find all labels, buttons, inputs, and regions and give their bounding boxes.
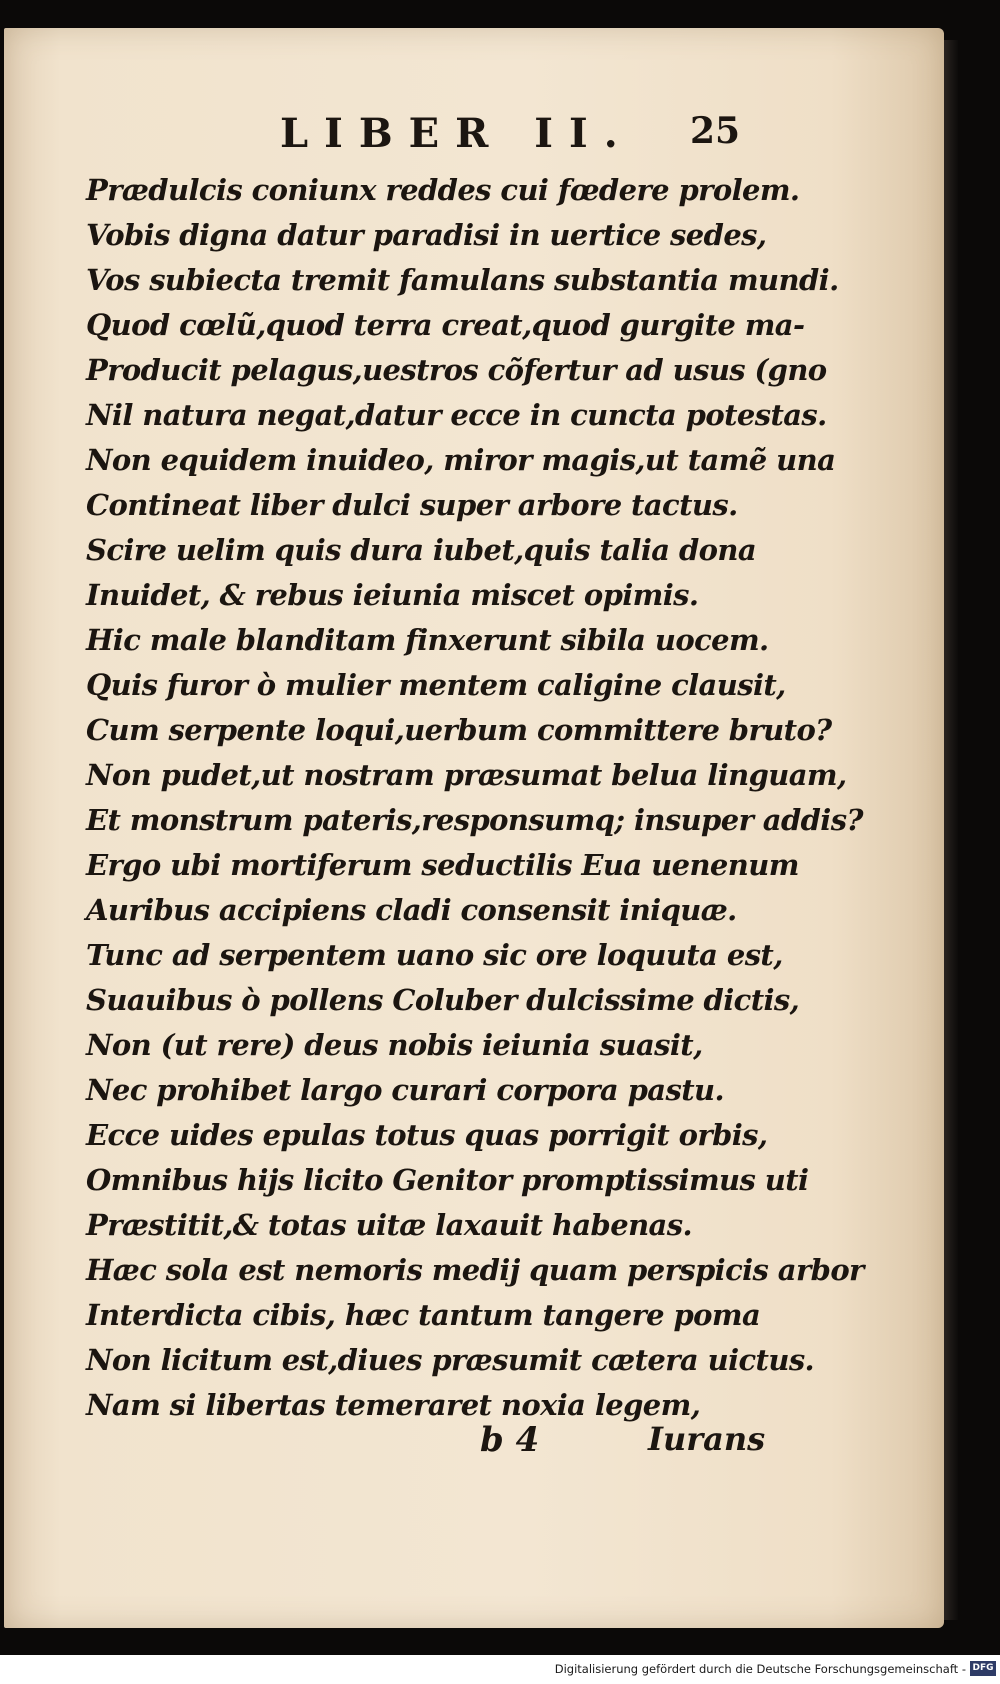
footer-bar xyxy=(0,1655,1000,1684)
verse-line: Non (ut rere) deus nobis ieiunia suasit, xyxy=(86,1028,703,1062)
verse-line: Ecce uides epulas totus quas porrigit orbis, xyxy=(86,1118,768,1152)
verse-line: Cum serpente loqui,uerbum committere bruto? xyxy=(86,713,832,747)
verse-block xyxy=(86,168,864,1428)
verse-line: Nam si libertas temeraret noxia legem, xyxy=(86,1388,701,1422)
verse-line: Interdicta cibis, hæc tantum tangere poma xyxy=(86,1298,761,1332)
verse-line: Non equidem inuideo, miror magis,ut tamẽ una xyxy=(86,443,836,477)
verse-line: Vos subiecta tremit famulans substantia mundi. xyxy=(86,263,839,297)
verse-line: Hic male blanditam finxerunt sibila uocem. xyxy=(86,623,769,657)
page-number: 25 xyxy=(690,110,741,152)
verse-line: Præstitit,& totas uitæ laxauit habenas. xyxy=(86,1208,692,1242)
verse-line: Nec prohibet largo curari corpora pastu. xyxy=(86,1073,724,1107)
verse-line: Et monstrum pateris,responsumq; insuper addis? xyxy=(86,803,863,837)
verse-line: Suauibus ò pollens Coluber dulcissime dictis, xyxy=(86,983,800,1017)
verse-line: Quod cœlũ,quod terra creat,quod gurgite ma- xyxy=(86,308,805,342)
verse-line: Contineat liber dulci super arbore tactus. xyxy=(86,488,738,522)
verse-line: Producit pelagus,uestros cõfertur ad usus (gno xyxy=(86,353,827,387)
verse-line: Nil natura negat,datur ecce in cuncta potestas. xyxy=(86,398,827,432)
verse-line: Inuidet, & rebus ieiunia miscet opimis. xyxy=(86,578,699,612)
verse-line: Non licitum est,diues præsumit cætera uictus. xyxy=(86,1343,815,1377)
verse-line: Tunc ad serpentem uano sic ore loquuta est, xyxy=(86,938,783,972)
catchword: Iurans xyxy=(648,1420,766,1458)
funding-credit: Digitalisierung gefördert durch die Deutsche Forschungsgemeinschaft - xyxy=(554,1662,966,1676)
verse-line: Vobis digna datur paradisi in uertice sedes, xyxy=(86,218,767,252)
verse-line: Scire uelim quis dura iubet,quis talia dona xyxy=(86,533,757,567)
page-edge-shadow xyxy=(944,40,958,1620)
verse-line: Ergo ubi mortiferum seductilis Eua uenenum xyxy=(86,848,799,882)
dfg-logo: DFG xyxy=(970,1661,996,1676)
verse-line: Auribus accipiens cladi consensit iniquæ. xyxy=(86,893,737,927)
signature-mark: b 4 xyxy=(480,1420,540,1460)
running-header: LIBER II. xyxy=(280,110,634,157)
verse-line: Prædulcis coniunx reddes cui fœdere prolem. xyxy=(86,173,800,207)
verse-line: Non pudet,ut nostram præsumat belua linguam, xyxy=(86,758,847,792)
verse-line: Hæc sola est nemoris medij quam perspicis arbor xyxy=(86,1253,864,1287)
verse-line: Quis furor ò mulier mentem caligine clausit, xyxy=(86,668,786,702)
verse-line: Omnibus hijs licito Genitor promptissimus uti xyxy=(86,1163,809,1197)
